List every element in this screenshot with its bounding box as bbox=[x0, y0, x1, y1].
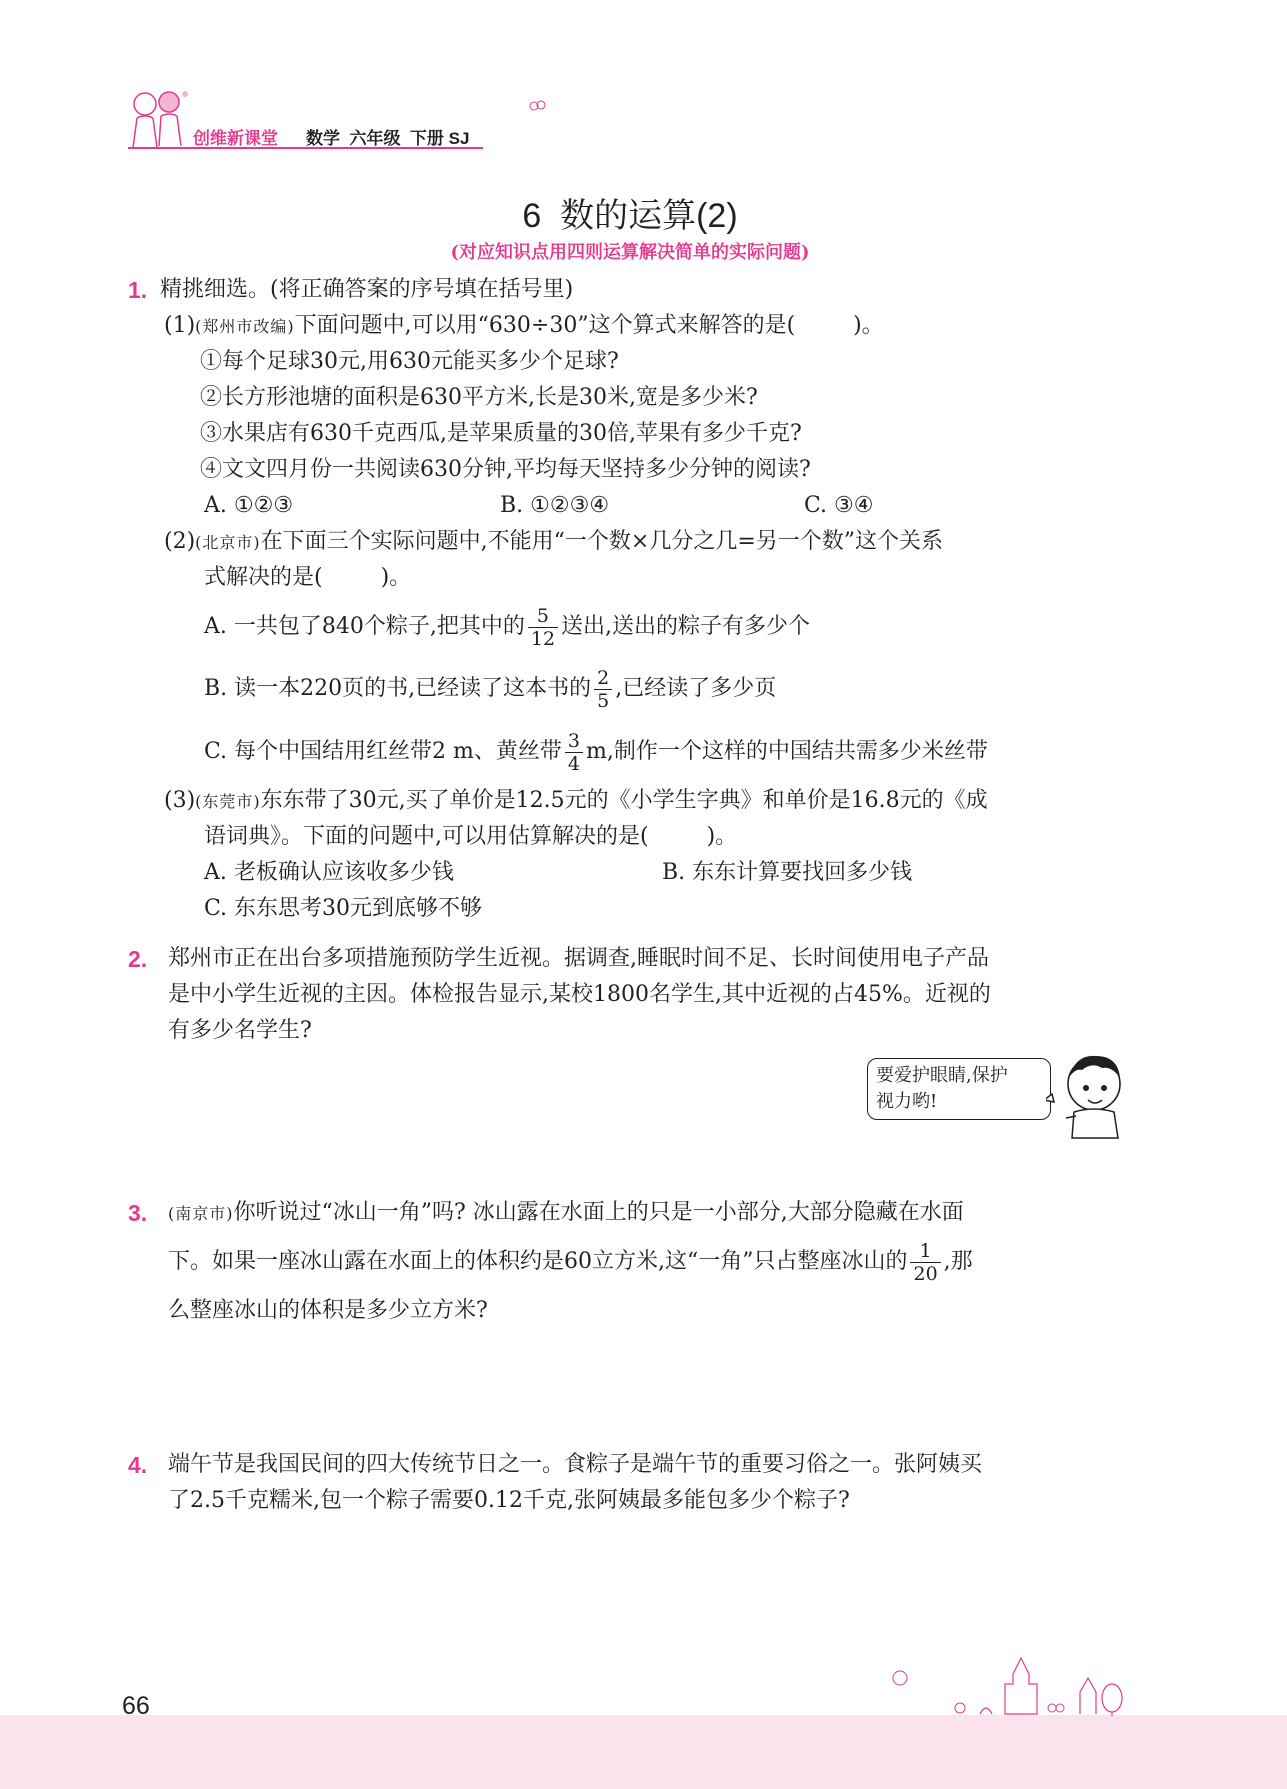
q3-text-line bbox=[168, 1238, 973, 1286]
speech-bubble-line: 要爱护眼睛,保护 bbox=[876, 1065, 1008, 1086]
header-subject: 数学 bbox=[306, 129, 340, 148]
q1-p1-option-c: C. ③④ bbox=[804, 493, 874, 518]
q1-p2-option-b-text: B. 读一本220页的书,已经读了这本书的 bbox=[204, 676, 592, 701]
boy-cartoon-illustration bbox=[1046, 1048, 1132, 1140]
speech-bubble-line: 视力哟! bbox=[876, 1091, 938, 1112]
q1-p3-text: 东东带了30元,买了单价是12.5元的《小学生字典》和单价是16.8元的《成 bbox=[260, 788, 988, 813]
q1-p1-item: ③水果店有630千克西瓜,是苹果质量的30倍,苹果有多少千克? bbox=[200, 421, 802, 446]
q1-p1-question bbox=[164, 311, 884, 342]
q1-p2-option-a bbox=[204, 603, 810, 651]
q1-p3-option-a: A. 老板确认应该收多少钱 bbox=[204, 860, 454, 885]
fraction-denominator: 5 bbox=[597, 689, 610, 712]
q1-number: 1. bbox=[128, 277, 148, 303]
fraction-denominator: 12 bbox=[530, 627, 556, 650]
q3-text-2-end: ,那 bbox=[943, 1249, 973, 1274]
fraction-numerator: 3 bbox=[565, 730, 583, 753]
header-girls-illustration bbox=[125, 88, 195, 152]
fraction bbox=[594, 667, 612, 712]
q1-p3-option-b: B. 东东计算要找回多少钱 bbox=[662, 860, 913, 885]
q1-p1-option-b: B. ①②③④ bbox=[500, 493, 610, 518]
q1-p2-source: (北京市) bbox=[195, 533, 261, 552]
q1-p1-text-end: )。 bbox=[853, 313, 884, 338]
header-edition: SJ bbox=[448, 129, 470, 148]
header-flower-icon bbox=[528, 98, 548, 114]
q1-p3-text-end: )。 bbox=[706, 824, 738, 849]
lesson-subtitle: (对应知识点用四则运算解决简单的实际问题) bbox=[450, 242, 810, 263]
q1-p2-text-end: )。 bbox=[380, 565, 412, 590]
footer-band bbox=[0, 1715, 1287, 1789]
q3-text-line bbox=[168, 1198, 964, 1229]
q1-p1-option-a: A. ①②③ bbox=[204, 493, 294, 518]
q3-text-2: 下。如果一座冰山露在水面上的体积约是60立方米,这“一角”只占整座冰山的 bbox=[168, 1249, 908, 1274]
fraction-numerator: 2 bbox=[594, 667, 612, 690]
q4-text-line: 了2.5千克糯米,包一个粽子需要0.12千克,张阿姨最多能包多少个粽子? bbox=[168, 1488, 850, 1513]
q1-p2-text-2: 式解决的是( bbox=[204, 565, 323, 590]
q1-p1-source: (郑州市改编) bbox=[195, 317, 295, 336]
q1-p1-item: ②长方形池塘的面积是630平方米,长是30米,宽是多少米? bbox=[200, 385, 758, 410]
q1-p3-question-cont bbox=[204, 822, 737, 852]
q3-source: (南京市) bbox=[168, 1204, 234, 1223]
header-brand: 创维新课堂 bbox=[193, 129, 278, 148]
q2-text-line: 是中小学生近视的主因。体检报告显示,某校1800名学生,其中近视的占45%。近视的 bbox=[168, 982, 991, 1007]
fraction-denominator: 20 bbox=[913, 1262, 938, 1285]
q2-text-line: 郑州市正在出台多项措施预防学生近视。据调查,睡眠时间不足、长时间使用电子产品 bbox=[168, 946, 989, 971]
fraction-numerator: 1 bbox=[910, 1240, 940, 1263]
q1-p3-source: (东莞市) bbox=[195, 792, 261, 811]
q1-p3-option-c: C. 东东思考30元到底够不够 bbox=[204, 896, 483, 921]
q1-p2-text: 在下面三个实际问题中,不能用“一个数×几分之几=另一个数”这个关系 bbox=[260, 529, 944, 554]
q1-p2-option-a-text-end: 送出,送出的粽子有多少个 bbox=[561, 614, 811, 639]
fraction-numerator: 5 bbox=[528, 605, 558, 628]
q1-p1-text: 下面问题中,可以用“630÷30”这个算式来解答的是( bbox=[294, 313, 796, 338]
q2-number: 2. bbox=[128, 946, 148, 972]
castle-decoration-illustration bbox=[880, 1648, 1160, 1718]
q3-text: 你听说过“冰山一角”吗? 冰山露在水面上的只是一小部分,大部分隐藏在水面 bbox=[233, 1200, 964, 1225]
fraction bbox=[528, 605, 558, 650]
q1-p3-question bbox=[164, 786, 988, 817]
fraction bbox=[910, 1240, 940, 1285]
speech-bubble bbox=[867, 1058, 1051, 1120]
header-volume: 下册 bbox=[409, 129, 444, 148]
q1-p2-option-c bbox=[204, 728, 988, 776]
q1-p1-lead: (1) bbox=[164, 313, 196, 338]
q3-text-line: 么整座冰山的体积是多少立方米? bbox=[168, 1298, 488, 1323]
q3-number: 3. bbox=[128, 1200, 148, 1226]
q4-text-line: 端午节是我国民间的四大传统节日之一。食粽子是端午节的重要习俗之一。张阿姨买 bbox=[168, 1452, 983, 1477]
q1-p2-question-cont bbox=[204, 563, 411, 593]
header-grade: 六年级 bbox=[349, 129, 401, 148]
q1-p2-option-b-text-end: ,已经读了多少页 bbox=[615, 676, 777, 701]
q2-text-line: 有多少名学生? bbox=[168, 1018, 312, 1043]
q1-p3-lead: (3) bbox=[164, 788, 196, 813]
fraction bbox=[565, 730, 583, 775]
q1-p2-option-c-text-end: m,制作一个这样的中国结共需多少米丝带 bbox=[585, 739, 988, 764]
q1-p2-option-b bbox=[204, 665, 776, 713]
fraction-denominator: 4 bbox=[567, 752, 580, 775]
q1-p2-option-a-text: A. 一共包了840个粽子,把其中的 bbox=[204, 614, 525, 639]
q1-p1-item: ①每个足球30元,用630元能买多少个足球? bbox=[200, 349, 619, 374]
page-number: 66 bbox=[122, 1692, 150, 1720]
q1-p2-option-c-text: C. 每个中国结用红丝带2 m、黄丝带 bbox=[204, 739, 562, 764]
q1-p2-lead: (2) bbox=[164, 529, 196, 554]
header-course-info bbox=[306, 124, 469, 149]
q1-stem: 精挑细选。(将正确答案的序号填在括号里) bbox=[160, 277, 574, 302]
q4-number: 4. bbox=[128, 1452, 148, 1478]
q1-p1-item: ④文文四月份一共阅读630分钟,平均每天坚持多少分钟的阅读? bbox=[200, 457, 811, 482]
q1-p3-text-2: 语词典》。下面的问题中,可以用估算解决的是( bbox=[204, 824, 649, 849]
lesson-title: 6 数的运算(2) bbox=[522, 197, 738, 235]
q1-p2-question bbox=[164, 527, 943, 558]
